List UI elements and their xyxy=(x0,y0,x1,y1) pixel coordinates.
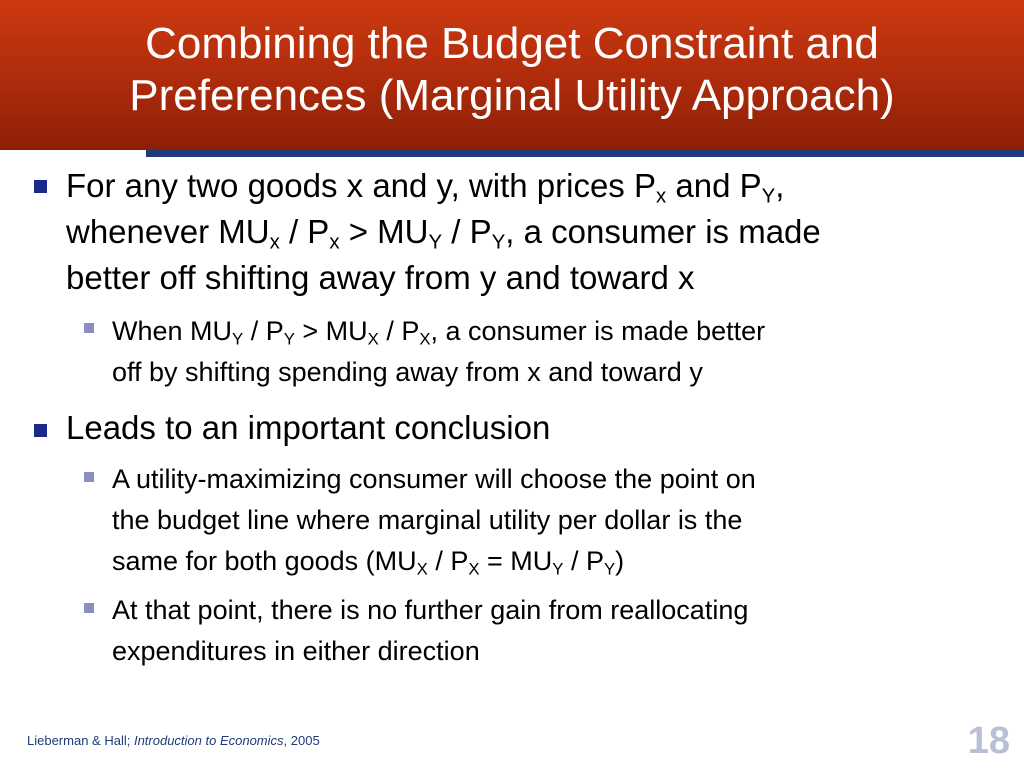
bullet-square-icon xyxy=(34,424,47,437)
sub-bullet-2-line-1: A utility-maximizing consumer will choose the point on xyxy=(112,464,756,494)
sub-bullet-3-line-2: expenditures in either direction xyxy=(112,636,480,666)
sub-bullet-square-icon xyxy=(84,603,94,613)
sub-bullet-3-line-1: At that point, there is no further gain from reallocating xyxy=(112,595,749,625)
bullet-1-line-2: whenever $MU_x / P_x > MU_Y / P_Y$, a consumer is made xyxy=(66,213,821,254)
sub-bullet-3-text xyxy=(112,590,972,672)
bullet-1-line-3: better off shifting away from y and toward x xyxy=(66,259,695,296)
slide-title xyxy=(0,18,1024,122)
bullet-1-text xyxy=(66,163,986,301)
slide-title-line-2: Preferences (Marginal Utility Approach) xyxy=(129,71,895,120)
bullet-square-icon xyxy=(34,180,47,193)
sub-bullet-square-icon xyxy=(84,472,94,482)
sub-bullet-1-text xyxy=(112,311,972,393)
footer-citation: Lieberman & Hall; Introduction to Economics, 2005 xyxy=(27,733,320,748)
sub-bullet-square-icon xyxy=(84,323,94,333)
sub-bullet-1-line-1: When $MU_Y / P_Y > MU_X / P_X$, a consumer is made better xyxy=(112,316,766,349)
sub-bullet-1-line-2: off by shifting spending away from x and toward y xyxy=(112,357,703,387)
sub-bullet-2-line-2: the budget line where marginal utility per dollar is the xyxy=(112,505,743,535)
sub-bullet-2-line-3: same for both goods $(MU_X / P_X = MU_Y / P_Y)$ xyxy=(112,546,625,579)
bullet-2-text: Leads to an important conclusion xyxy=(66,409,551,446)
bullet-1-line-1: For any two goods x and y, with prices $P_x$ and $P_Y$, xyxy=(66,167,785,208)
page-number: 18 xyxy=(967,720,1010,762)
sub-bullet-2-text xyxy=(112,459,972,582)
title-divider xyxy=(146,150,1024,157)
slide-title-line-1: Combining the Budget Constraint and xyxy=(145,19,879,68)
